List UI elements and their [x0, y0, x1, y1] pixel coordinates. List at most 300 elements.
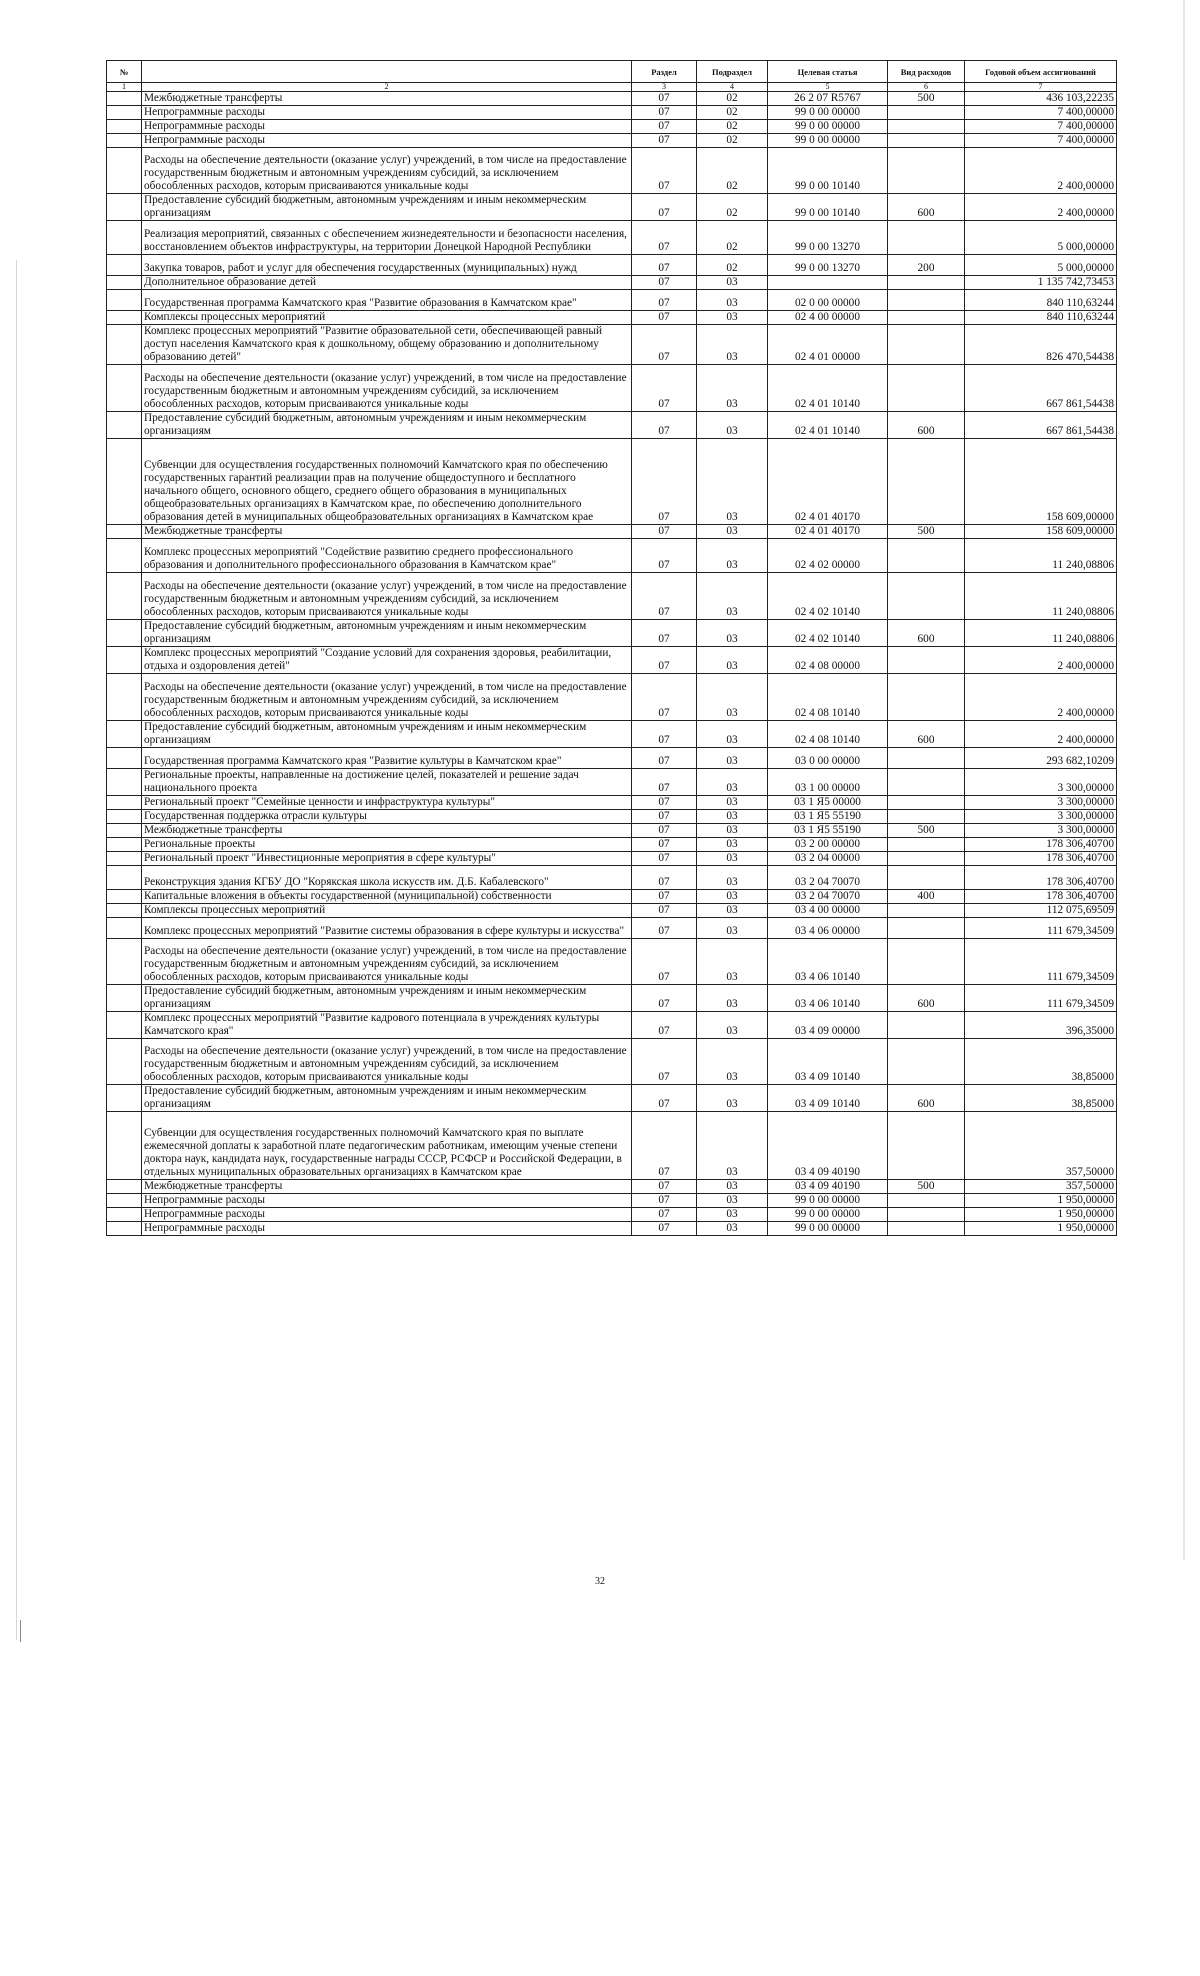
row-target-cell: 99 0 00 00000: [768, 106, 888, 120]
row-podrazdel-cell: 03: [697, 439, 768, 525]
row-razdel-cell: 07: [632, 1039, 697, 1085]
row-podrazdel-cell: 03: [697, 852, 768, 866]
row-razdel-cell: 07: [632, 539, 697, 573]
row-vid-cell: 400: [888, 890, 965, 904]
row-razdel-cell: 07: [632, 1208, 697, 1222]
row-number-cell: [107, 1039, 142, 1085]
row-number-cell: [107, 838, 142, 852]
row-number-cell: [107, 890, 142, 904]
row-podrazdel-cell: 03: [697, 890, 768, 904]
row-amount-cell: 1 135 742,73453: [965, 276, 1117, 290]
row-vid-cell: [888, 106, 965, 120]
table-row: [107, 1112, 1117, 1180]
table-row: [107, 838, 1117, 852]
row-razdel-cell: 07: [632, 852, 697, 866]
row-vid-cell: [888, 748, 965, 769]
row-razdel-cell: 07: [632, 325, 697, 365]
row-amount-cell: 667 861,54438: [965, 412, 1117, 439]
table-row: [107, 525, 1117, 539]
table-row: [107, 221, 1117, 255]
row-amount-cell: 2 400,00000: [965, 674, 1117, 721]
row-name-cell: Реализация мероприятий, связанных с обеспечением жизнедеятельности и безопасности населения, восстановлением объектов инфраструктуры, на территории Донецкой Народной Республики: [142, 221, 632, 255]
table-row: [107, 325, 1117, 365]
row-amount-cell: 158 609,00000: [965, 439, 1117, 525]
row-razdel-cell: 07: [632, 365, 697, 412]
row-vid-cell: 600: [888, 985, 965, 1012]
row-podrazdel-cell: 03: [697, 824, 768, 838]
row-number-cell: [107, 1194, 142, 1208]
row-number-cell: [107, 620, 142, 647]
row-number-cell: [107, 769, 142, 796]
row-name-cell: Предоставление субсидий бюджетным, автономным учреждениям и иным некоммерческим организациям: [142, 620, 632, 647]
row-amount-cell: 5 000,00000: [965, 255, 1117, 276]
row-number-cell: [107, 748, 142, 769]
row-number-cell: [107, 1085, 142, 1112]
row-number-cell: [107, 1180, 142, 1194]
row-number-cell: [107, 647, 142, 674]
row-name-cell: Расходы на обеспечение деятельности (оказание услуг) учреждений, в том числе на предоставление государственным бюджетным и автономным учреждениям субсидий, за исключением обособленных расходов, которым присваиваются уникальные коды: [142, 1039, 632, 1085]
row-number-cell: [107, 918, 142, 939]
row-razdel-cell: 07: [632, 810, 697, 824]
row-target-cell: 03 4 09 40190: [768, 1112, 888, 1180]
table-row: [107, 134, 1117, 148]
row-podrazdel-cell: 03: [697, 539, 768, 573]
row-razdel-cell: 07: [632, 647, 697, 674]
row-target-cell: 03 2 04 70070: [768, 890, 888, 904]
table-row: [107, 120, 1117, 134]
table-row: [107, 674, 1117, 721]
row-vid-cell: [888, 769, 965, 796]
row-number-cell: [107, 939, 142, 985]
row-vid-cell: [888, 866, 965, 890]
column-number-row: [107, 83, 1117, 92]
row-podrazdel-cell: 03: [697, 1194, 768, 1208]
row-razdel-cell: 07: [632, 276, 697, 290]
row-target-cell: 03 1 00 00000: [768, 769, 888, 796]
row-podrazdel-cell: 03: [697, 620, 768, 647]
row-name-cell: Комплексы процессных мероприятий: [142, 311, 632, 325]
row-amount-cell: 293 682,10209: [965, 748, 1117, 769]
row-amount-cell: 357,50000: [965, 1180, 1117, 1194]
row-number-cell: [107, 573, 142, 620]
row-target-cell: 03 4 09 40190: [768, 1180, 888, 1194]
header-cell-amount: Годовой объем ассигнований: [965, 61, 1117, 83]
row-target-cell: 02 4 00 00000: [768, 311, 888, 325]
row-target-cell: 99 0 00 00000: [768, 134, 888, 148]
table-row: [107, 412, 1117, 439]
row-vid-cell: [888, 838, 965, 852]
row-name-cell: Расходы на обеспечение деятельности (оказание услуг) учреждений, в том числе на предоставление государственным бюджетным и автономным учреждениям субсидий, за исключением обособленных расходов, которым присваиваются уникальные коды: [142, 674, 632, 721]
header-cell-razdel: Раздел: [632, 61, 697, 83]
table-row: [107, 276, 1117, 290]
row-razdel-cell: 07: [632, 824, 697, 838]
row-podrazdel-cell: 03: [697, 1085, 768, 1112]
table-row: [107, 106, 1117, 120]
row-razdel-cell: 07: [632, 1194, 697, 1208]
table-row: [107, 439, 1117, 525]
row-razdel-cell: 07: [632, 721, 697, 748]
row-amount-cell: 178 306,40700: [965, 890, 1117, 904]
table-row: [107, 365, 1117, 412]
table-row: [107, 824, 1117, 838]
row-podrazdel-cell: 03: [697, 939, 768, 985]
scan-edge-line: [16, 260, 17, 1640]
row-amount-cell: 2 400,00000: [965, 647, 1117, 674]
header-cell-vid: Вид расходов: [888, 61, 965, 83]
row-name-cell: Межбюджетные трансферты: [142, 525, 632, 539]
header-cell-number: №: [107, 61, 142, 83]
row-razdel-cell: 07: [632, 148, 697, 194]
row-name-cell: Непрограммные расходы: [142, 1208, 632, 1222]
table-row: [107, 866, 1117, 890]
row-amount-cell: 111 679,34509: [965, 939, 1117, 985]
row-amount-cell: 3 300,00000: [965, 769, 1117, 796]
row-vid-cell: [888, 120, 965, 134]
row-podrazdel-cell: 03: [697, 918, 768, 939]
row-razdel-cell: 07: [632, 918, 697, 939]
row-number-cell: [107, 92, 142, 106]
row-podrazdel-cell: 03: [697, 1039, 768, 1085]
row-vid-cell: [888, 1194, 965, 1208]
row-amount-cell: 7 400,00000: [965, 106, 1117, 120]
row-vid-cell: 500: [888, 92, 965, 106]
table-row: [107, 918, 1117, 939]
row-name-cell: Комплекс процессных мероприятий "Развитие образовательной сети, обеспечивающей равный доступ населения Камчатского края к дошкольному, общему образованию и дополнительному образованию детей": [142, 325, 632, 365]
row-vid-cell: [888, 1112, 965, 1180]
row-podrazdel-cell: 03: [697, 412, 768, 439]
table-row: [107, 748, 1117, 769]
column-number: 4: [697, 83, 768, 92]
row-vid-cell: [888, 311, 965, 325]
row-target-cell: 03 4 09 10140: [768, 1085, 888, 1112]
row-target-cell: 02 4 08 10140: [768, 721, 888, 748]
table-row: [107, 1180, 1117, 1194]
row-amount-cell: 840 110,63244: [965, 290, 1117, 311]
table-row: [107, 769, 1117, 796]
row-number-cell: [107, 255, 142, 276]
row-amount-cell: 2 400,00000: [965, 148, 1117, 194]
row-vid-cell: [888, 1012, 965, 1039]
row-number-cell: [107, 325, 142, 365]
row-target-cell: 03 2 04 70070: [768, 866, 888, 890]
row-podrazdel-cell: 03: [697, 573, 768, 620]
row-vid-cell: 600: [888, 1085, 965, 1112]
row-podrazdel-cell: 03: [697, 866, 768, 890]
row-name-cell: Межбюджетные трансферты: [142, 1180, 632, 1194]
budget-table: [106, 60, 1117, 1236]
row-target-cell: 02 4 02 10140: [768, 573, 888, 620]
row-target-cell: 02 4 01 10140: [768, 412, 888, 439]
row-name-cell: Субвенции для осуществления государственных полномочий Камчатского края по выплате ежемесячной доплаты к заработной плате педагогическим работникам, имеющим ученые степени доктора наук, кандидата наук, государственные награды СССР, РСФСР и Российской Федерации, в отдельных муниципальных образовательных организациях в Камчатском крае: [142, 1112, 632, 1180]
row-number-cell: [107, 525, 142, 539]
row-razdel-cell: 07: [632, 525, 697, 539]
table-row: [107, 1085, 1117, 1112]
column-number: 6: [888, 83, 965, 92]
row-number-cell: [107, 106, 142, 120]
row-vid-cell: 500: [888, 525, 965, 539]
row-target-cell: 99 0 00 10140: [768, 148, 888, 194]
row-target-cell: 02 4 08 00000: [768, 647, 888, 674]
row-amount-cell: 11 240,08806: [965, 620, 1117, 647]
row-name-cell: Предоставление субсидий бюджетным, автономным учреждениям и иным некоммерческим организациям: [142, 1085, 632, 1112]
row-amount-cell: 178 306,40700: [965, 852, 1117, 866]
row-number-cell: [107, 1222, 142, 1236]
table-row: [107, 1039, 1117, 1085]
row-amount-cell: 667 861,54438: [965, 365, 1117, 412]
row-target-cell: 02 4 08 10140: [768, 674, 888, 721]
row-name-cell: Государственная программа Камчатского края "Развитие образования в Камчатском крае": [142, 290, 632, 311]
row-number-cell: [107, 276, 142, 290]
row-vid-cell: [888, 221, 965, 255]
row-target-cell: 99 0 00 13270: [768, 255, 888, 276]
row-razdel-cell: 07: [632, 1085, 697, 1112]
row-vid-cell: [888, 939, 965, 985]
row-number-cell: [107, 221, 142, 255]
row-vid-cell: [888, 539, 965, 573]
scan-edge-mark: [20, 1620, 21, 1642]
row-podrazdel-cell: 03: [697, 365, 768, 412]
table-row: [107, 92, 1117, 106]
column-number: 3: [632, 83, 697, 92]
row-podrazdel-cell: 02: [697, 255, 768, 276]
table-row: [107, 148, 1117, 194]
row-target-cell: 99 0 00 13270: [768, 221, 888, 255]
row-amount-cell: 5 000,00000: [965, 221, 1117, 255]
row-vid-cell: [888, 647, 965, 674]
row-razdel-cell: 07: [632, 769, 697, 796]
table-row: [107, 904, 1117, 918]
table-row: [107, 255, 1117, 276]
row-name-cell: Закупка товаров, работ и услуг для обеспечения государственных (муниципальных) нужд: [142, 255, 632, 276]
row-amount-cell: 1 950,00000: [965, 1194, 1117, 1208]
column-number: 2: [142, 83, 632, 92]
row-razdel-cell: 07: [632, 620, 697, 647]
row-podrazdel-cell: 03: [697, 721, 768, 748]
row-number-cell: [107, 721, 142, 748]
row-target-cell: 03 4 06 10140: [768, 939, 888, 985]
row-amount-cell: 357,50000: [965, 1112, 1117, 1180]
row-podrazdel-cell: 03: [697, 769, 768, 796]
row-amount-cell: 111 679,34509: [965, 918, 1117, 939]
row-razdel-cell: 07: [632, 134, 697, 148]
row-target-cell: 03 4 09 00000: [768, 1012, 888, 1039]
row-number-cell: [107, 1208, 142, 1222]
row-vid-cell: [888, 148, 965, 194]
header-cell-target: Целевая статья: [768, 61, 888, 83]
table-row: [107, 1222, 1117, 1236]
column-number: 7: [965, 83, 1117, 92]
row-target-cell: 03 4 06 10140: [768, 985, 888, 1012]
row-number-cell: [107, 539, 142, 573]
row-name-cell: Непрограммные расходы: [142, 106, 632, 120]
row-razdel-cell: 07: [632, 866, 697, 890]
row-name-cell: Непрограммные расходы: [142, 134, 632, 148]
row-razdel-cell: 07: [632, 1112, 697, 1180]
row-podrazdel-cell: 03: [697, 796, 768, 810]
row-vid-cell: [888, 1208, 965, 1222]
row-vid-cell: [888, 674, 965, 721]
row-podrazdel-cell: 03: [697, 748, 768, 769]
row-target-cell: [768, 276, 888, 290]
row-name-cell: Комплекс процессных мероприятий "Создание условий для сохранения здоровья, реабилитации, отдыха и оздоровления детей": [142, 647, 632, 674]
row-name-cell: Расходы на обеспечение деятельности (оказание услуг) учреждений, в том числе на предоставление государственным бюджетным и автономным учреждениям субсидий, за исключением обособленных расходов, которым присваиваются уникальные коды: [142, 939, 632, 985]
row-number-cell: [107, 866, 142, 890]
row-vid-cell: [888, 852, 965, 866]
row-podrazdel-cell: 02: [697, 92, 768, 106]
row-podrazdel-cell: 03: [697, 1112, 768, 1180]
row-name-cell: Непрограммные расходы: [142, 1194, 632, 1208]
row-target-cell: 02 4 01 40170: [768, 525, 888, 539]
row-amount-cell: 3 300,00000: [965, 810, 1117, 824]
row-vid-cell: [888, 904, 965, 918]
row-target-cell: 02 4 01 40170: [768, 439, 888, 525]
row-amount-cell: 3 300,00000: [965, 824, 1117, 838]
table-row: [107, 1208, 1117, 1222]
row-vid-cell: 600: [888, 721, 965, 748]
row-number-cell: [107, 796, 142, 810]
row-podrazdel-cell: 03: [697, 1012, 768, 1039]
table-row: [107, 985, 1117, 1012]
row-amount-cell: 396,35000: [965, 1012, 1117, 1039]
row-name-cell: Региональные проекты: [142, 838, 632, 852]
row-podrazdel-cell: 03: [697, 1180, 768, 1194]
row-amount-cell: 2 400,00000: [965, 721, 1117, 748]
row-amount-cell: 7 400,00000: [965, 120, 1117, 134]
row-podrazdel-cell: 03: [697, 674, 768, 721]
row-podrazdel-cell: 02: [697, 221, 768, 255]
row-amount-cell: 436 103,22235: [965, 92, 1117, 106]
header-cell-name: [142, 61, 632, 83]
row-razdel-cell: 07: [632, 194, 697, 221]
row-name-cell: Дополнительное образование детей: [142, 276, 632, 290]
row-name-cell: Комплекс процессных мероприятий "Развитие системы образования в сфере культуры и искусства": [142, 918, 632, 939]
row-razdel-cell: 07: [632, 290, 697, 311]
row-number-cell: [107, 439, 142, 525]
table-row: [107, 194, 1117, 221]
row-name-cell: Непрограммные расходы: [142, 120, 632, 134]
row-razdel-cell: 07: [632, 904, 697, 918]
row-amount-cell: 826 470,54438: [965, 325, 1117, 365]
table-row: [107, 1194, 1117, 1208]
row-target-cell: 03 0 00 00000: [768, 748, 888, 769]
row-name-cell: Капитальные вложения в объекты государственной (муниципальной) собственности: [142, 890, 632, 904]
row-name-cell: Непрограммные расходы: [142, 1222, 632, 1236]
row-amount-cell: 3 300,00000: [965, 796, 1117, 810]
row-name-cell: Предоставление субсидий бюджетным, автономным учреждениям и иным некоммерческим организациям: [142, 985, 632, 1012]
row-amount-cell: 111 679,34509: [965, 985, 1117, 1012]
row-razdel-cell: 07: [632, 92, 697, 106]
row-target-cell: 03 1 Я5 00000: [768, 796, 888, 810]
row-name-cell: Государственная поддержка отрасли культуры: [142, 810, 632, 824]
row-razdel-cell: 07: [632, 1180, 697, 1194]
row-name-cell: Комплексы процессных мероприятий: [142, 904, 632, 918]
row-podrazdel-cell: 03: [697, 985, 768, 1012]
row-vid-cell: [888, 573, 965, 620]
row-target-cell: 99 0 00 00000: [768, 1208, 888, 1222]
row-target-cell: 99 0 00 00000: [768, 120, 888, 134]
row-name-cell: Региональный проект "Семейные ценности и инфраструктура культуры": [142, 796, 632, 810]
row-number-cell: [107, 148, 142, 194]
row-number-cell: [107, 365, 142, 412]
row-vid-cell: [888, 810, 965, 824]
row-name-cell: Предоставление субсидий бюджетным, автономным учреждениям и иным некоммерческим организациям: [142, 412, 632, 439]
row-target-cell: 99 0 00 10140: [768, 194, 888, 221]
row-number-cell: [107, 824, 142, 838]
table-row: [107, 810, 1117, 824]
row-target-cell: 03 4 06 00000: [768, 918, 888, 939]
table-row: [107, 1012, 1117, 1039]
row-name-cell: Государственная программа Камчатского края "Развитие культуры в Камчатском крае": [142, 748, 632, 769]
row-razdel-cell: 07: [632, 1012, 697, 1039]
row-name-cell: Региональные проекты, направленные на достижение целей, показателей и решение задач национального проекта: [142, 769, 632, 796]
header-row: [107, 61, 1117, 83]
row-amount-cell: 1 950,00000: [965, 1222, 1117, 1236]
row-vid-cell: 600: [888, 412, 965, 439]
row-name-cell: Комплекс процессных мероприятий "Развитие кадрового потенциала в учреждениях культуры Камчатского края": [142, 1012, 632, 1039]
row-razdel-cell: 07: [632, 106, 697, 120]
table-row: [107, 796, 1117, 810]
row-podrazdel-cell: 02: [697, 148, 768, 194]
row-number-cell: [107, 852, 142, 866]
row-target-cell: 03 4 00 00000: [768, 904, 888, 918]
row-podrazdel-cell: 02: [697, 106, 768, 120]
scan-edge-line: [1183, 0, 1185, 1560]
row-razdel-cell: 07: [632, 748, 697, 769]
row-podrazdel-cell: 03: [697, 810, 768, 824]
row-number-cell: [107, 290, 142, 311]
row-target-cell: 26 2 07 R5767: [768, 92, 888, 106]
column-number: 5: [768, 83, 888, 92]
row-amount-cell: 2 400,00000: [965, 194, 1117, 221]
row-target-cell: 03 2 04 00000: [768, 852, 888, 866]
row-amount-cell: 38,85000: [965, 1085, 1117, 1112]
row-vid-cell: [888, 796, 965, 810]
row-number-cell: [107, 194, 142, 221]
row-amount-cell: 1 950,00000: [965, 1208, 1117, 1222]
row-amount-cell: 38,85000: [965, 1039, 1117, 1085]
row-name-cell: Расходы на обеспечение деятельности (оказание услуг) учреждений, в том числе на предоставление государственным бюджетным и автономным учреждениям субсидий, за исключением обособленных расходов, которым присваиваются уникальные коды: [142, 148, 632, 194]
row-name-cell: Межбюджетные трансферты: [142, 824, 632, 838]
row-podrazdel-cell: 03: [697, 525, 768, 539]
table-row: [107, 890, 1117, 904]
row-vid-cell: [888, 365, 965, 412]
row-name-cell: Региональный проект "Инвестиционные мероприятия в сфере культуры": [142, 852, 632, 866]
row-name-cell: Предоставление субсидий бюджетным, автономным учреждениям и иным некоммерческим организациям: [142, 721, 632, 748]
row-number-cell: [107, 674, 142, 721]
table-row: [107, 721, 1117, 748]
row-razdel-cell: 07: [632, 1222, 697, 1236]
row-podrazdel-cell: 03: [697, 276, 768, 290]
row-number-cell: [107, 1112, 142, 1180]
column-number: 1: [107, 83, 142, 92]
row-podrazdel-cell: 02: [697, 120, 768, 134]
row-podrazdel-cell: 03: [697, 325, 768, 365]
row-razdel-cell: 07: [632, 796, 697, 810]
row-razdel-cell: 07: [632, 674, 697, 721]
row-target-cell: 03 1 Я5 55190: [768, 810, 888, 824]
row-number-cell: [107, 412, 142, 439]
table-row: [107, 647, 1117, 674]
row-vid-cell: [888, 439, 965, 525]
row-podrazdel-cell: 03: [697, 1208, 768, 1222]
row-vid-cell: [888, 134, 965, 148]
row-amount-cell: 178 306,40700: [965, 838, 1117, 852]
row-name-cell: Межбюджетные трансферты: [142, 92, 632, 106]
row-name-cell: Реконструкция здания КГБУ ДО "Корякская школа искусств им. Д.Б. Кабалевского": [142, 866, 632, 890]
row-number-cell: [107, 904, 142, 918]
table-row: [107, 311, 1117, 325]
row-podrazdel-cell: 03: [697, 1222, 768, 1236]
